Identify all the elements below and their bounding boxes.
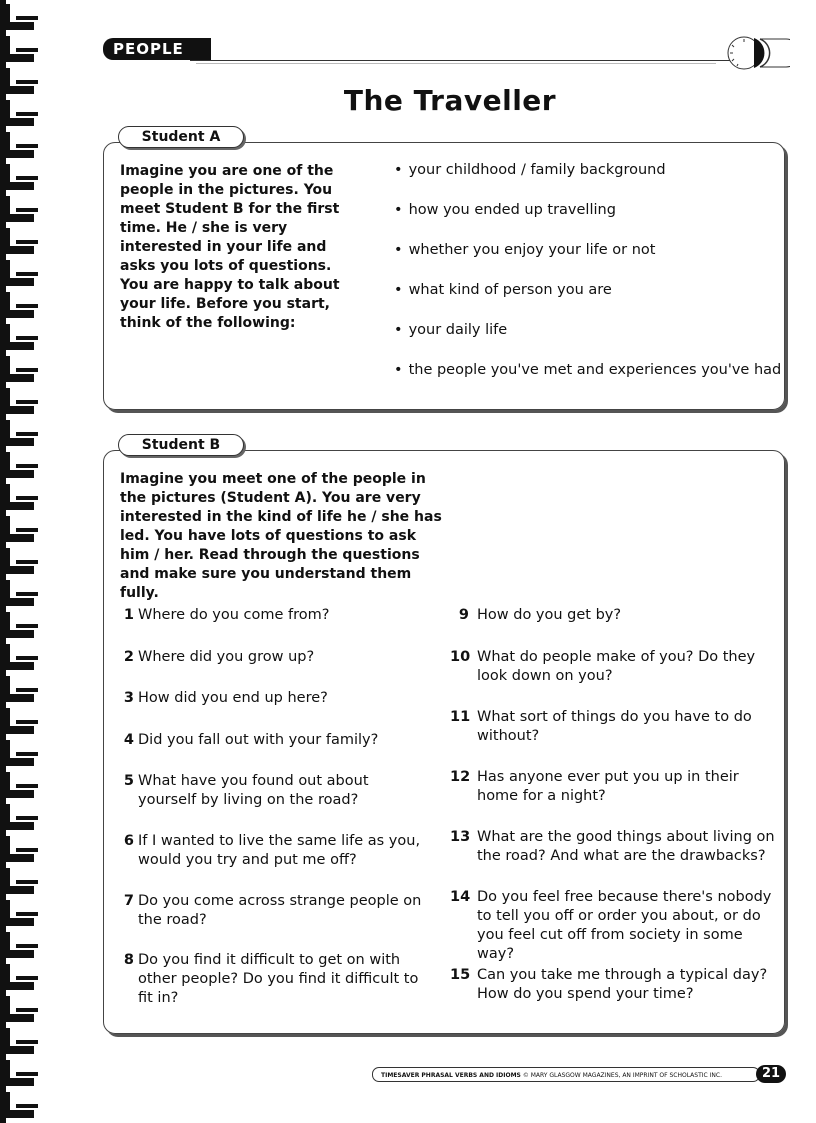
list-item: • how you ended up travelling: [394, 201, 781, 241]
page-footer: [372, 1067, 784, 1083]
section-tag: PEOPLE: [103, 38, 211, 60]
student-b-label: Student B: [118, 434, 244, 456]
student-a-intro: Imagine you are one of the people in the pictures. You meet Student B for the first time. He / she is very interested in your life and asks you lots of questions. You are happy to talk about your life. Before you start, think of the following:: [120, 163, 340, 331]
header-rule-shadow: [196, 63, 716, 64]
list-item: • your daily life: [394, 321, 781, 361]
spiral-binding: [0, 0, 40, 1123]
student-a-label: Student A: [118, 126, 244, 148]
question-item: 3 How did you end up here?: [123, 690, 328, 706]
question-item: 1 Where do you come from?: [123, 607, 330, 623]
question-item: 8 Do you find it difficult to get on with other people? Do you find it difficult to fit in?: [123, 952, 419, 1006]
page-number: 21: [756, 1065, 786, 1083]
question-item: 11 What sort of things do you have to do without?: [450, 709, 752, 744]
page-title: The Traveller: [343, 84, 557, 117]
question-item: 2 Where did you grow up?: [123, 649, 315, 665]
question-item: 6 If I wanted to live the same life as you, would you try and put me off?: [123, 833, 421, 868]
list-item: • whether you enjoy your life or not: [394, 241, 781, 281]
student-a-bullet-list: [394, 161, 781, 401]
question-item: 12 Has anyone ever put you up in their home for a night?: [450, 769, 739, 804]
header-rule: [190, 60, 730, 61]
question-item: 13 What are the good things about living on the road? And what are the drawbacks?: [450, 829, 775, 864]
question-item: 5 What have you found out about yourself by living on the road?: [123, 773, 369, 808]
question-item: 4 Did you fall out with your family?: [123, 732, 379, 748]
footer-book-title: TIMESAVER PHRASAL VERBS AND IDIOMS: [381, 1072, 521, 1079]
student-b-intro: Imagine you meet one of the people in the pictures (Student A). You are very interested in the kind of life he / she has led. You have lots of questions to ask him / her. Read through the questions and make sure you understand them fully.: [120, 471, 442, 601]
list-item: • what kind of person you are: [394, 281, 781, 321]
list-item: • your childhood / family background: [394, 161, 781, 201]
question-item: 9 How do you get by?: [458, 607, 622, 623]
question-item: 15 Can you take me through a typical day? How do you spend your time?: [450, 967, 768, 1002]
footer-copyright: © MARY GLASGOW MAGAZINES, AN IMPRINT OF SCHOLASTIC INC.: [522, 1072, 722, 1079]
question-item: 10 What do people make of you? Do they look down on you?: [450, 649, 756, 684]
question-item: 7 Do you come across strange people on the road?: [123, 893, 422, 928]
half-moon-clock-icon: [724, 34, 790, 74]
question-item: 14 Do you feel free because there's nobody to tell you off or order you about, or do you feel cut off from society in some way?: [450, 889, 772, 962]
footer-credit: [372, 1067, 760, 1082]
list-item: • the people you've met and experiences you've had: [394, 361, 781, 401]
